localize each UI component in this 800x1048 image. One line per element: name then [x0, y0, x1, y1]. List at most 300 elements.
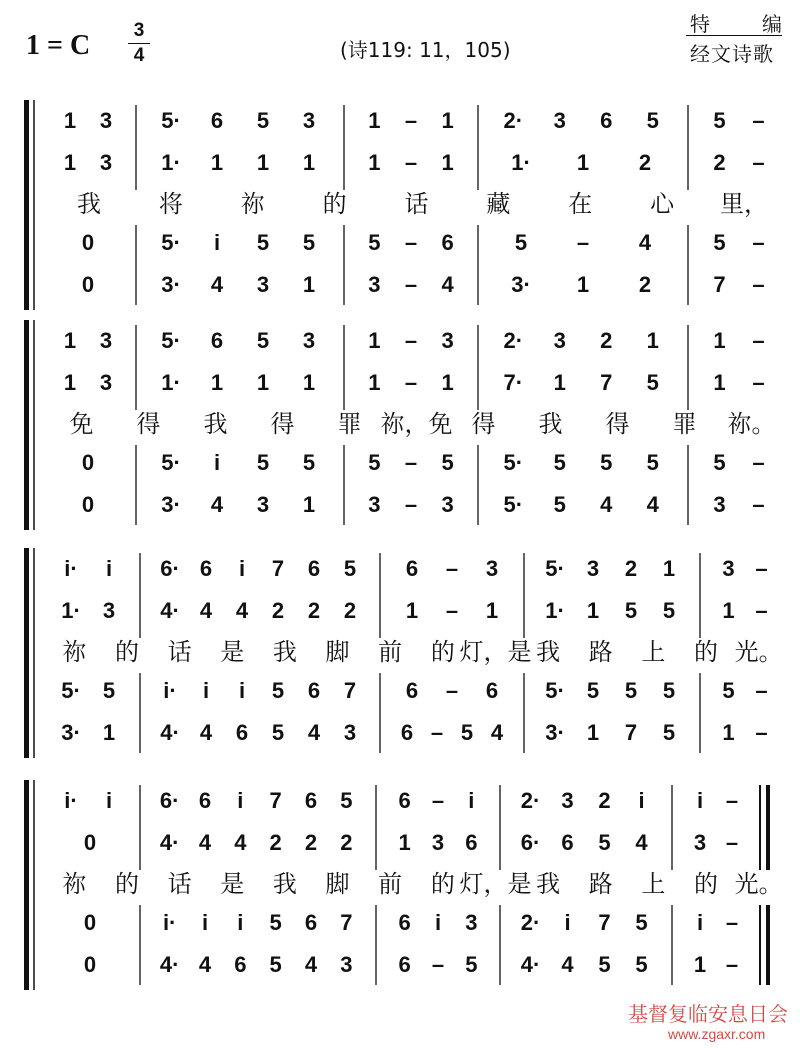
note: 4: [561, 952, 574, 977]
note: 1: [210, 150, 224, 175]
note: 5: [256, 450, 270, 475]
note: 3: [99, 108, 113, 133]
note: 5·: [61, 678, 81, 703]
note: i: [434, 910, 442, 935]
note: 2: [343, 598, 357, 623]
note: 6: [307, 556, 321, 581]
note: i: [238, 678, 246, 703]
note: 4: [234, 830, 247, 855]
note: 3: [99, 370, 113, 395]
note: 5·: [161, 108, 181, 133]
note: 6·: [160, 556, 180, 581]
note: 2: [638, 272, 652, 297]
note: 3: [431, 830, 445, 855]
lyric-char: 脚: [325, 638, 350, 666]
note: 3: [368, 492, 381, 517]
note: 3: [368, 272, 381, 297]
note: 5: [256, 230, 270, 255]
note: 4·: [160, 720, 180, 745]
note: i: [696, 910, 704, 935]
note: –: [752, 150, 765, 175]
lyric-char: 话: [167, 638, 192, 666]
note: 4: [198, 830, 212, 855]
note: 4·: [159, 830, 180, 855]
note: 5: [269, 952, 282, 977]
note: 4: [210, 272, 224, 297]
note: i: [237, 788, 244, 813]
lyric-char: 前: [378, 870, 403, 898]
note: 3: [553, 328, 566, 353]
note: 7: [713, 272, 726, 297]
note: 4: [304, 952, 318, 977]
lyric-char: 我: [536, 870, 561, 898]
note: i: [213, 230, 221, 255]
lyric-char: 免: [69, 410, 94, 438]
lyric-char: 脚: [325, 870, 350, 898]
note: –: [404, 328, 418, 353]
time-denominator: 4: [133, 45, 145, 66]
note: 7: [624, 720, 638, 745]
lyric-char: 祢: [240, 190, 265, 218]
note: 5: [713, 108, 726, 133]
note: 5: [343, 556, 357, 581]
note: 1: [368, 150, 381, 175]
note: 1·: [161, 370, 181, 395]
lyric-char: 罪: [672, 410, 697, 438]
note: 6: [235, 720, 249, 745]
note: 5: [722, 678, 735, 703]
note: i: [105, 556, 113, 581]
note: 5: [256, 108, 270, 133]
note: 1: [441, 108, 454, 133]
lyric-char: 得: [471, 410, 496, 438]
note: 7: [343, 678, 357, 703]
note: 5: [368, 230, 381, 255]
note: 3: [485, 556, 499, 581]
note: 3·: [161, 492, 181, 517]
note: 6: [561, 830, 574, 855]
note: 0: [81, 230, 95, 255]
note: 5: [635, 910, 648, 935]
note: i·: [64, 556, 78, 581]
note: i: [201, 910, 209, 935]
note: –: [431, 952, 445, 977]
note: 6: [398, 788, 411, 813]
note: 1: [302, 150, 316, 175]
note: 5: [460, 720, 474, 745]
note: 5·: [161, 450, 181, 475]
note: –: [404, 370, 418, 395]
note: –: [431, 788, 445, 813]
arranger-label-a: 特: [690, 12, 710, 36]
note: 1: [693, 952, 707, 977]
lyric-char: 将: [158, 190, 183, 218]
note: 3: [256, 272, 270, 297]
note: 5: [465, 952, 478, 977]
note: 1·: [511, 150, 531, 175]
note: 4: [198, 952, 212, 977]
note: 5: [646, 370, 659, 395]
key-signature: 1 = C: [26, 30, 91, 61]
note: 2: [340, 830, 353, 855]
system-bracket: [24, 100, 29, 310]
note: 0: [83, 830, 97, 855]
lyric-char: 是: [220, 638, 245, 666]
note: 7: [271, 556, 285, 581]
note: 3: [441, 492, 454, 517]
note: 5: [441, 450, 454, 475]
lyric-char: 祢: [62, 870, 87, 898]
note: 5: [553, 492, 566, 517]
note: 6: [400, 720, 414, 745]
note: 2: [307, 598, 321, 623]
note: 5: [646, 450, 659, 475]
note: 4: [600, 492, 613, 517]
note: 1: [368, 370, 381, 395]
arranger-label-b: 编: [762, 12, 782, 36]
note: 3: [441, 328, 454, 353]
note: 5: [368, 450, 381, 475]
lyric-char: 得: [136, 410, 161, 438]
note: 5·: [503, 450, 524, 475]
note: 1: [713, 328, 726, 353]
note: 5: [624, 598, 638, 623]
lyric-char: 我: [536, 638, 561, 666]
lyric-char: 在: [568, 190, 593, 218]
note: 5: [598, 830, 611, 855]
note: 5: [662, 598, 676, 623]
note: 5: [256, 328, 270, 353]
note: 1: [553, 370, 566, 395]
lyric-char: 上: [641, 638, 666, 666]
note: 5: [713, 230, 726, 255]
song-category: 经文诗歌: [690, 42, 774, 66]
note: 1: [256, 370, 270, 395]
note: 0: [81, 272, 95, 297]
lyric-char: 祢。: [727, 410, 776, 438]
note: 1: [586, 720, 600, 745]
note: 1·: [161, 150, 181, 175]
note: 6: [465, 830, 478, 855]
note: 3: [343, 720, 357, 745]
note: 4: [199, 598, 213, 623]
note: 4: [441, 272, 454, 297]
note: 5: [302, 450, 316, 475]
note: 6: [198, 788, 212, 813]
note: 7: [269, 788, 282, 813]
note: –: [752, 272, 765, 297]
note: –: [445, 598, 459, 623]
note: 5: [340, 788, 353, 813]
note: 1: [102, 720, 116, 745]
note: 4: [646, 492, 659, 517]
note: 5: [662, 720, 676, 745]
watermark-url: www.zgaxr.com: [668, 1026, 766, 1042]
lyric-char: 藏: [486, 190, 511, 218]
note: –: [404, 450, 418, 475]
lyric-char: 光。: [734, 638, 783, 666]
note: 1: [368, 328, 381, 353]
note: –: [755, 556, 768, 581]
note: 3·: [61, 720, 81, 745]
note: 2: [271, 598, 285, 623]
note: 1: [722, 598, 735, 623]
note: 3: [340, 952, 353, 977]
lyric-char: 里，: [720, 190, 769, 218]
lyric-char: 的: [114, 638, 139, 666]
note: 2: [713, 150, 726, 175]
lyric-char: 我: [76, 190, 101, 218]
note: 5·: [545, 556, 565, 581]
note: 1: [256, 150, 270, 175]
note: 4: [307, 720, 321, 745]
note: 1: [368, 108, 381, 133]
note: 6: [441, 230, 454, 255]
note: 1: [713, 370, 726, 395]
note: 3: [256, 492, 270, 517]
note: 1: [586, 598, 600, 623]
note: i·: [64, 788, 78, 813]
note: 3·: [511, 272, 531, 297]
note: 4·: [159, 952, 180, 977]
note: 6: [398, 952, 411, 977]
note: 7: [600, 370, 613, 395]
note: 2: [600, 328, 613, 353]
note: 5: [600, 450, 613, 475]
note: 5: [646, 108, 659, 133]
system-bracket: [24, 320, 29, 530]
note: 7: [340, 910, 353, 935]
note: 3: [586, 556, 600, 581]
note: 5: [102, 678, 116, 703]
note: i: [238, 556, 246, 581]
note: 4: [235, 598, 249, 623]
note: 0: [81, 450, 95, 475]
note: i: [105, 788, 113, 813]
note: 6·: [159, 788, 180, 813]
note: –: [445, 678, 459, 703]
note: 2: [638, 150, 652, 175]
note: –: [404, 150, 418, 175]
note: –: [752, 108, 765, 133]
note: i: [696, 788, 704, 813]
note: 5: [269, 910, 282, 935]
note: 4·: [160, 598, 180, 623]
scripture-reference: (诗119: 11，105): [340, 38, 511, 62]
lyric-char: 祢，免: [380, 410, 453, 438]
note: 6: [405, 556, 419, 581]
lyric-char: 话: [167, 870, 192, 898]
note: 6: [307, 678, 321, 703]
lyric-char: 的: [114, 870, 139, 898]
note: 6: [210, 328, 224, 353]
note: 2·: [520, 910, 541, 935]
note: –: [752, 230, 765, 255]
note: 1: [576, 150, 590, 175]
note: i: [564, 910, 571, 935]
note: 7·: [503, 370, 524, 395]
note: 1·: [61, 598, 81, 623]
note: 6: [600, 108, 613, 133]
note: 3: [99, 150, 113, 175]
note: 5·: [545, 678, 565, 703]
note: 1: [302, 370, 316, 395]
note: –: [576, 230, 590, 255]
note: 1: [63, 328, 77, 353]
note: 1: [576, 272, 590, 297]
note: 1: [302, 272, 316, 297]
note: i·: [163, 678, 177, 703]
note: 1: [441, 150, 454, 175]
note: 4: [199, 720, 213, 745]
lyric-char: 前: [378, 638, 403, 666]
note: 2·: [520, 788, 541, 813]
note: 0: [81, 492, 95, 517]
note: 6·: [520, 830, 541, 855]
note: i: [237, 910, 244, 935]
note: 3: [722, 556, 735, 581]
note: 1: [398, 830, 411, 855]
note: 4: [490, 720, 504, 745]
note: –: [725, 910, 739, 935]
note: –: [755, 598, 768, 623]
note: –: [404, 108, 418, 133]
note: 1: [405, 598, 419, 623]
lyric-char: 的: [694, 638, 719, 666]
lyric-char: 得: [270, 410, 295, 438]
note: 2: [304, 830, 318, 855]
note: 1: [63, 370, 77, 395]
note: 4: [635, 830, 648, 855]
note: –: [445, 556, 459, 581]
lyric-char: 我: [272, 638, 297, 666]
note: 1: [302, 492, 316, 517]
note: 3: [713, 492, 726, 517]
note: 3: [693, 830, 707, 855]
note: 6: [199, 556, 213, 581]
note: 2: [598, 788, 611, 813]
note: –: [404, 272, 418, 297]
lyric-char: 的: [322, 190, 347, 218]
lyric-char: 话: [404, 190, 429, 218]
note: i: [638, 788, 645, 813]
note: 6: [304, 910, 318, 935]
note: 0: [83, 910, 97, 935]
note: –: [755, 678, 768, 703]
lyric-char: 光。: [734, 870, 783, 898]
note: 4: [638, 230, 652, 255]
note: 1: [63, 150, 77, 175]
lyric-char: 路: [588, 638, 613, 666]
note: –: [725, 788, 739, 813]
note: 1: [722, 720, 735, 745]
lyric-char: 上: [641, 870, 666, 898]
note: i·: [162, 910, 177, 935]
lyric-char: 路: [588, 870, 613, 898]
note: 1: [63, 108, 77, 133]
lyric-char: 得: [605, 410, 630, 438]
system-bracket: [24, 548, 29, 758]
note: 2·: [503, 108, 524, 133]
lyric-char: 祢: [62, 638, 87, 666]
note: –: [404, 230, 418, 255]
note: 2: [624, 556, 638, 581]
lyric-char: 是: [220, 870, 245, 898]
note: 2: [269, 830, 282, 855]
note: 3: [99, 328, 113, 353]
note: 5·: [503, 492, 524, 517]
note: –: [404, 492, 418, 517]
note: 3: [553, 108, 566, 133]
note: 3: [302, 108, 316, 133]
note: 2·: [503, 328, 524, 353]
note: 5: [514, 230, 528, 255]
note: 1: [485, 598, 499, 623]
lyric-char: 的: [694, 870, 719, 898]
note: 5·: [161, 230, 181, 255]
note: 6: [398, 910, 411, 935]
note: 5: [586, 678, 600, 703]
note: 5: [271, 678, 285, 703]
note: 3·: [545, 720, 565, 745]
lyric-char: 我: [538, 410, 563, 438]
note: 0: [83, 952, 97, 977]
note: 5: [624, 678, 638, 703]
note: 3: [102, 598, 116, 623]
note: 1: [441, 370, 454, 395]
note: 1: [210, 370, 224, 395]
note: 5: [553, 450, 566, 475]
note: 3: [465, 910, 478, 935]
note: 3: [561, 788, 574, 813]
note: i: [468, 788, 475, 813]
lyric-char: 我: [203, 410, 228, 438]
lyric-char: 灯，是: [459, 638, 532, 666]
note: –: [725, 830, 739, 855]
note: 5·: [161, 328, 181, 353]
lyric-char: 的: [430, 638, 455, 666]
note: –: [430, 720, 444, 745]
note: 4·: [520, 952, 541, 977]
note: 5: [635, 952, 648, 977]
note: 5: [598, 952, 611, 977]
note: 6: [210, 108, 224, 133]
note: 6: [405, 678, 419, 703]
note: 5: [662, 678, 676, 703]
note: –: [755, 720, 768, 745]
note: –: [752, 370, 765, 395]
system-bracket: [24, 780, 29, 990]
note: 3: [302, 328, 316, 353]
note: i: [213, 450, 221, 475]
watermark-title: 基督复临安息日会: [628, 1002, 788, 1026]
note: –: [752, 450, 765, 475]
note: 6: [234, 952, 247, 977]
note: 5: [271, 720, 285, 745]
note: 6: [304, 788, 318, 813]
note: 6: [485, 678, 499, 703]
lyric-char: 罪: [337, 410, 362, 438]
lyric-char: 灯，是: [459, 870, 532, 898]
note: –: [725, 952, 739, 977]
note: 3·: [161, 272, 181, 297]
time-numerator: 3: [133, 20, 145, 41]
lyric-char: 的: [430, 870, 455, 898]
note: –: [752, 328, 765, 353]
note: 5: [302, 230, 316, 255]
note: 4: [210, 492, 224, 517]
note: 1: [662, 556, 676, 581]
